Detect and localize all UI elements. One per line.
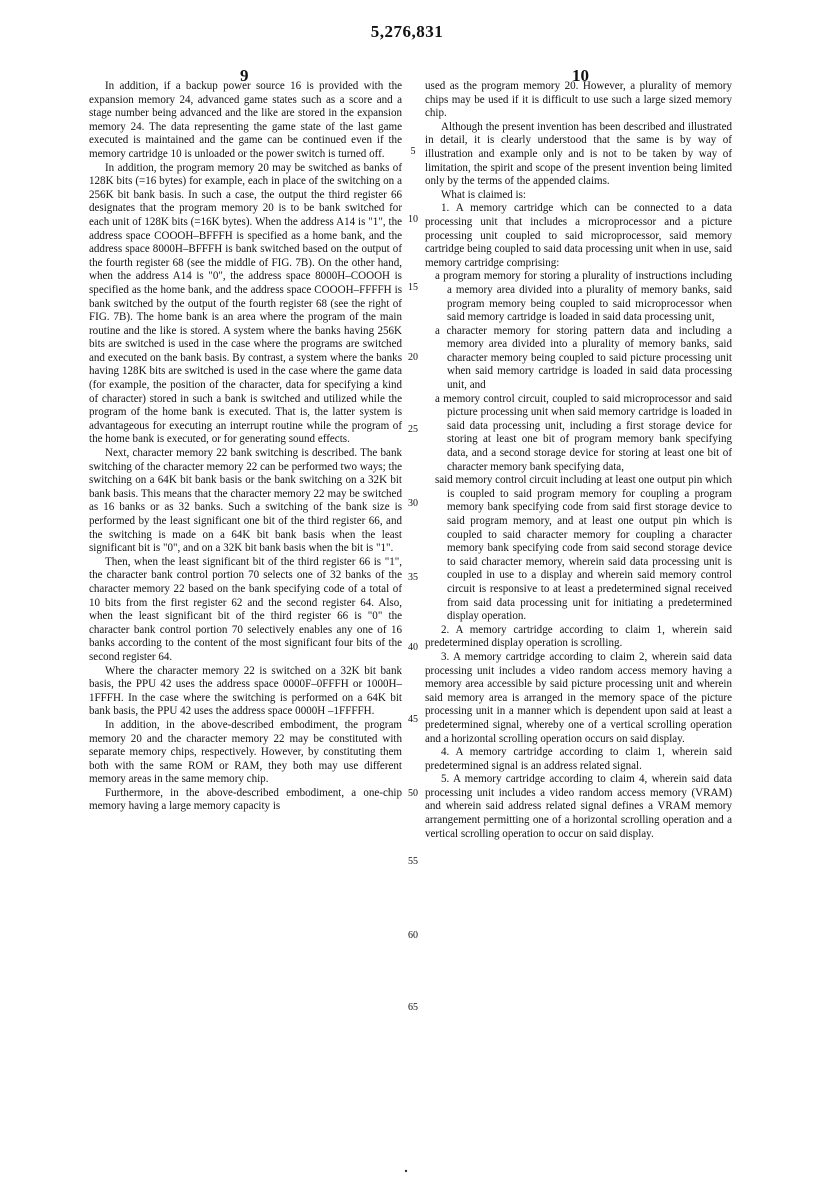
paragraph: Next, character memory 22 bank switching is described. The bank switching of the character memory 22 can be performed two ways; the switching on a 64K bit bank basis or the bank switching on a 32K bit bank basis. This means that the character memory 22 may be switched as 16 banks or as 32 banks. Such a switching of the bank size is performed by the least significant one bit of the third register 66, and the switching is made on a 64K bit bank basis when the least significant bit is "0", and on a 32K bit bank basis when the bit is "1".: [89, 447, 402, 555]
claim: 4. A memory cartridge according to claim 1, wherein said predetermined signal is an address related signal.: [425, 746, 732, 772]
claim-element: a character memory for storing pattern data and including a memory area divided into a plurality of memory banks, said character memory being coupled to said picture processing unit when said memory cartridge is loaded in said data processing unit, and: [435, 324, 732, 392]
claim-element: a program memory for storing a plurality of instructions including a memory area divided into a plurality of memory banks, said program memory being coupled to said microprocessor when said memory cartridge is loaded in said data processing unit,: [435, 270, 732, 324]
paragraph: In addition, the program memory 20 may be switched as banks of 128K bits (=16 bytes) for example, each in place of the switching on a 256K bit bank basis. In such a case, the output the third register 66 designates that the program memory 20 is to be bank switched for each unit of 128K bits (=16K bytes). When the address A14 is "1", the address space COOOH–BFFFH is specified as a home bank, and the address space 8000H–BFFFH is bank switched based on the output of the fourth register 68 (see the middle of FIG. 7B). On the other hand, when the address A14 is "0", the address space 8000H–COOOH is specified as the home bank, and the address space COOOH–FFFFH is bank switched by the output of the fourth register 68 (see the right of FIG. 7B). The home bank is an area where the program of the main routine and the like is stored. A system where the banks having 256K bits are switched is used in the case where the programs are switched and executed on the bank basis. By contrast, a system where the banks having 128K bits are switched is used in the case where the game data (for example, the position of the character, data for specifying a kind of character) stored in such a bank is switched and utilized while the program of the home bank is executed. That is, the latter system is advantageous for executing an interrupt routine while the program of the home bank is executed, or for generating sound effects.: [89, 161, 402, 446]
patent-number: 5,276,831: [370, 22, 444, 41]
right-page-number: 10: [572, 66, 589, 85]
paragraph: Although the present invention has been described and illustrated in detail, it is clearly understood that the same is by way of illustration and example only and is not to be taken by way of limitation, the spirit and scope of the present invention being limited only by the terms of the appended claims.: [425, 120, 732, 188]
claim-1-intro: 1. A memory cartridge which can be connected to a data processing unit that includes a microprocessor and a picture processing unit coupled to said microprocessor, said memory cartridge being coupled to said data processing unit when in use, said memory cartridge comprising:: [425, 202, 732, 269]
line-number: 55: [408, 856, 418, 867]
claim-element: a memory control circuit, coupled to said microprocessor and said picture processing unit when said memory cartridge is loaded in said data processing unit, including a first storage device for storing at least one bit of program memory bank specifying data, and a second storage device for storing at least one bit of character memory bank specifying data,: [435, 392, 732, 473]
line-number: 45: [408, 714, 418, 725]
line-number: 20: [408, 352, 418, 363]
line-number: 50: [408, 788, 418, 799]
line-number: 25: [408, 424, 418, 435]
claim: 5. A memory cartridge according to claim 4, wherein said data processing unit includes a video random access memory (VRAM) and wherein said address related signal defines a VRAM memory arrangement permitting one of a horizontal scrolling operation and a vertical scrolling operation to occur on said display.: [425, 773, 732, 840]
line-number: 65: [408, 1002, 418, 1013]
paragraph: Furthermore, in the above-described embodiment, a one-chip memory having a large memory capacity is: [89, 786, 402, 813]
claim-element: said memory control circuit including at least one output pin which is coupled to said program memory for coupling a program memory bank specifying code from said first storage device to said program memory, and at least one output pin which is coupled to said character memory for coupling a character memory bank specifying code from said second storage device to said character memory, wherein said data processing unit is coupled in use to a display and wherein said memory control circuit is responsive to at least a predetermined signal received from said data processing unit for initiating a predetermined display operation.: [435, 474, 732, 623]
paragraph: used as the program memory 20. However, a plurality of memory chips may be used if it is difficult to use such a large sized memory chip.: [425, 80, 732, 120]
paragraph: Where the character memory 22 is switched on a 32K bit bank basis, the PPU 42 uses the address space 0000F–0FFFH or 1000H–1FFFH. In the case where the switching is performed on a 64K bit bank basis, the PPU 42 uses the address space 0000H –1FFFFH.: [89, 664, 402, 718]
paragraph: What is claimed is:: [441, 188, 526, 201]
line-number: 35: [408, 572, 418, 583]
paragraph: In addition, in the above-described embodiment, the program memory 20 and the character memory 22 may be constituted with separate memory chips, respectively. However, by constituting them both with the same ROM or RAM, they both may use different memory areas in the same memory chip.: [89, 718, 402, 786]
line-number: 30: [408, 498, 418, 509]
line-number: 5: [410, 146, 416, 157]
scan-speck: [403, 1168, 409, 1174]
line-number: 40: [408, 642, 418, 653]
line-number: 10: [408, 214, 418, 225]
paragraph: In addition, if a backup power source 16 is provided with the expansion memory 24, advanced game states such as a score and a stage number being advanced and the like are stored in the expansion memory 24. The data representing the game state of the last game executed is maintained and the game can be continued even if the memory cartridge 10 is unloaded or the power switch is turned off.: [89, 80, 402, 160]
claim: 3. A memory cartridge according to claim 2, wherein said data processing unit includes a video random access memory having a memory area accessible by said picture processing unit and wherein said memory area is arranged in the memory space of the picture processing unit in a manner which is dependent upon said at least a predetermined signal, whereby one of a vertical scrolling operation and a horizontal scrolling operation occurs on said display.: [425, 650, 732, 745]
line-number: 60: [408, 930, 418, 941]
claim: 2. A memory cartridge according to claim 1, wherein said predetermined display operation is scrolling.: [425, 623, 732, 650]
paragraph: Then, when the least significant bit of the third register 66 is "1", the character bank control portion 70 selects one of 32 banks of the character memory 22 based on the bank specifying code of a total of 10 bits from the first register 62 and the second register 64. Also, when the least significant bit of the third register 66 is "0" the character bank control portion 70 selectively enables any one of 16 banks according to the content of the most significant four bits of the second register 64.: [89, 555, 402, 663]
right-column: [425, 80, 732, 841]
line-number: 15: [408, 282, 418, 293]
left-column: [89, 80, 402, 814]
left-page-number: 9: [240, 66, 249, 85]
